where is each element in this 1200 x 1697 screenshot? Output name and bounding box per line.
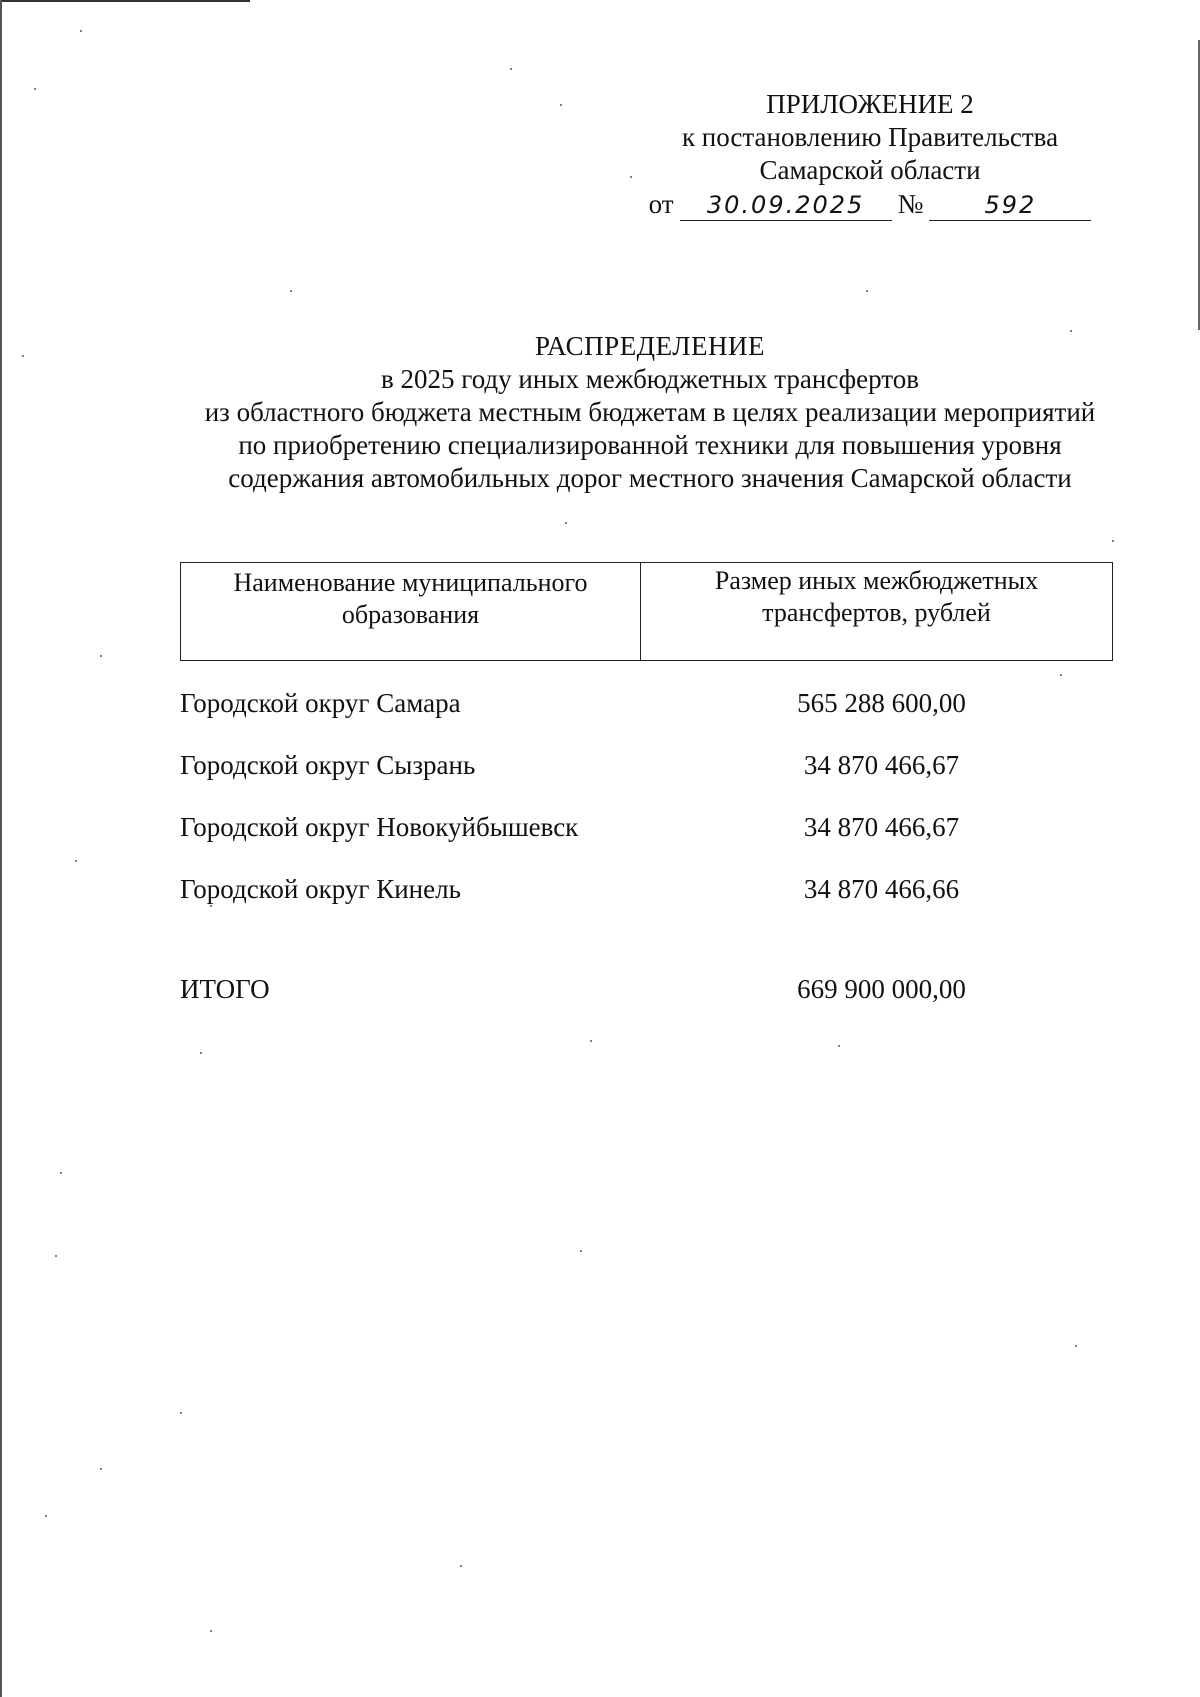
header-municipality: Наименование муниципального образования	[181, 563, 641, 660]
table-row	[180, 672, 1113, 734]
row-name: Городской округ Сызрань	[180, 749, 476, 780]
scan-speck	[580, 1250, 582, 1252]
scan-speck	[510, 68, 512, 70]
total-label: ИТОГО	[180, 973, 270, 1004]
annex-date-row	[640, 188, 1100, 221]
annex-title: ПРИЛОЖЕНИЕ 2	[766, 89, 974, 119]
scan-speck	[200, 1052, 202, 1054]
table-row	[180, 734, 1113, 796]
scan-speck	[80, 30, 82, 32]
scan-speck	[75, 860, 77, 862]
total-value: 669 900 000,00	[797, 973, 966, 1004]
row-value: 34 870 466,66	[803, 873, 960, 904]
scan-speck	[34, 88, 36, 90]
scan-speck	[22, 355, 24, 357]
table-body	[180, 672, 1113, 1020]
date-prefix: от	[648, 189, 674, 219]
title-line-4: содержания автомобильных дорог местного значения Самарской области	[228, 463, 1072, 493]
scan-edge-left	[0, 0, 2, 1697]
document-title	[150, 330, 1150, 495]
scan-speck	[210, 1630, 212, 1632]
row-name: Городской округ Новокуйбышевск	[180, 811, 579, 842]
row-value: 34 870 466,67	[803, 811, 960, 842]
scan-speck	[590, 1040, 592, 1042]
total-row	[180, 958, 1113, 1020]
scan-speck	[1112, 540, 1114, 542]
annex-line-2: Самарской области	[759, 155, 981, 185]
title-line-2: из областного бюджета местным бюджетам в целях реализации мероприятий	[204, 397, 1096, 427]
table-row	[180, 796, 1113, 858]
row-name: Городской округ Самара	[180, 687, 461, 718]
title-line-1: в 2025 году иных межбюджетных трансфертов	[381, 364, 919, 394]
scan-speck	[1070, 330, 1072, 332]
title-heading: РАСПРЕДЕЛЕНИЕ	[534, 331, 766, 361]
annex-line-1: к постановлению Правительства	[681, 122, 1059, 152]
table-header	[180, 562, 1113, 661]
scan-speck	[55, 1255, 57, 1257]
row-value: 565 288 600,00	[797, 687, 966, 718]
scan-edge-top	[0, 0, 250, 2]
scan-speck	[1060, 674, 1062, 676]
scan-speck	[290, 290, 292, 292]
scan-speck	[180, 1412, 182, 1414]
handwritten-number: 592	[929, 190, 1091, 221]
scan-speck	[460, 1565, 462, 1567]
scan-speck	[565, 522, 567, 524]
scan-speck	[630, 176, 632, 178]
annex-block	[640, 88, 1100, 221]
row-value: 34 870 466,67	[803, 749, 960, 780]
scan-speck	[45, 1515, 47, 1517]
number-prefix: №	[897, 189, 924, 219]
scan-speck	[838, 1045, 840, 1047]
row-name: Городской округ Кинель	[180, 873, 461, 904]
scan-speck	[100, 1468, 102, 1470]
scan-speck	[1075, 1345, 1077, 1347]
scan-speck	[866, 290, 868, 292]
scan-speck	[560, 104, 562, 106]
scan-speck	[100, 655, 102, 657]
scan-speck	[210, 905, 212, 907]
table-row	[180, 858, 1113, 920]
scan-speck	[60, 1172, 62, 1174]
header-amount: Размер иных межбюджетных трансфертов, рублей	[714, 566, 1039, 627]
handwritten-date: 30.09.2025	[680, 190, 892, 221]
title-line-3: по приобретению специализированной техники для повышения уровня	[238, 430, 1062, 460]
